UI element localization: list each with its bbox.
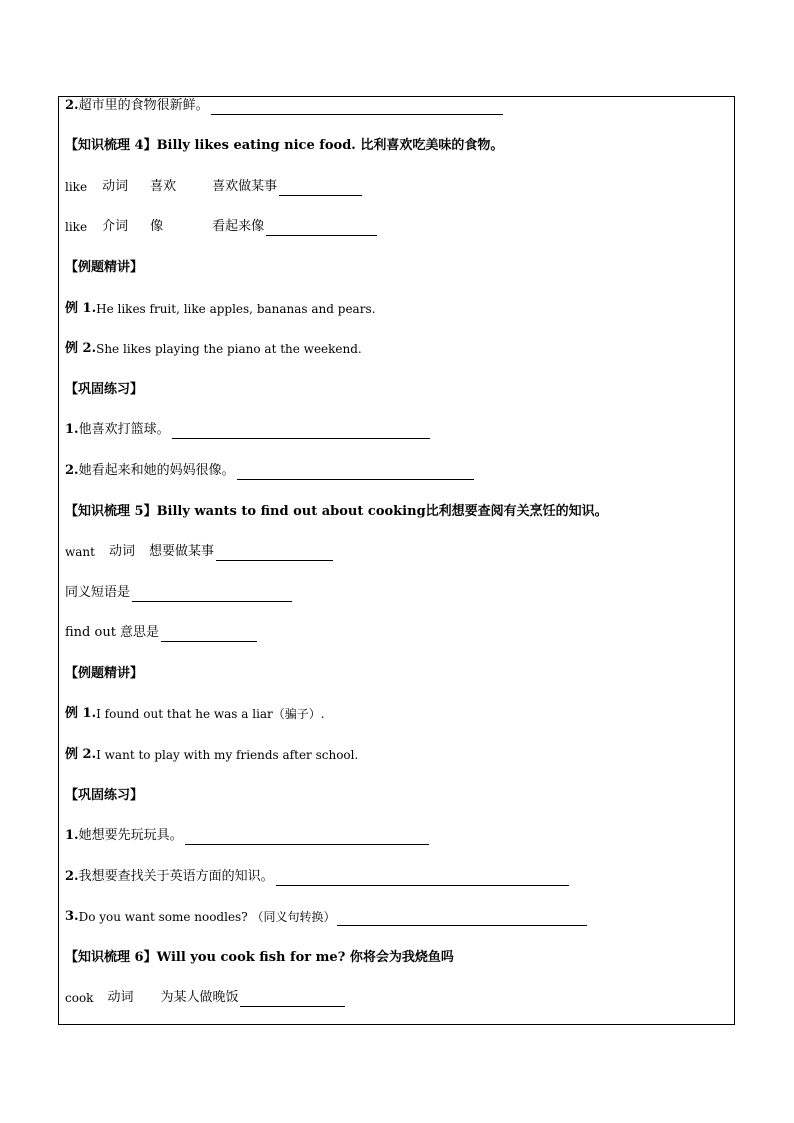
example-label: 例 2. (65, 341, 97, 356)
vocab-word: like (65, 220, 88, 234)
vocab-word: want (65, 545, 95, 559)
heading-text: 【巩固练习】 (65, 382, 144, 397)
section-heading (65, 503, 608, 521)
vocab-pos: 动词 (102, 179, 129, 194)
item-text: 她想要先玩玩具。 (78, 828, 183, 843)
example-label: 例 1. (65, 706, 97, 721)
vocab-pos: 介词 (102, 219, 129, 234)
section-heading (65, 787, 143, 805)
item-text: 他喜欢打篮球。 (78, 422, 170, 437)
vocab-phrase: 喜欢做某事 (212, 179, 278, 194)
vocab-meaning: 像 (150, 219, 164, 234)
item-text: 超市里的食物很新鲜。 (78, 98, 209, 113)
heading-text: 【例题精讲】 (65, 666, 144, 681)
answer-blank[interactable] (211, 101, 503, 115)
item-number: 2. (65, 463, 79, 478)
example-line (65, 340, 362, 358)
heading-text: 【知识梳理 5】Billy wants to find out about cooking比利想要查阅有关烹饪的知识。 (65, 504, 608, 519)
exercise-line (65, 421, 430, 439)
answer-blank[interactable] (240, 993, 345, 1007)
item-number: 2. (65, 98, 79, 113)
answer-blank[interactable] (161, 628, 257, 642)
vocab-line (65, 989, 345, 1007)
item-text: 同义短语是 (65, 585, 131, 600)
answer-blank[interactable] (276, 872, 569, 886)
exercise-line (65, 462, 474, 480)
section-heading (65, 381, 143, 399)
item-text: find out 意思是 (65, 625, 160, 640)
answer-blank[interactable] (185, 831, 429, 845)
item-text: 我想要查找关于英语方面的知识。 (78, 869, 274, 884)
example-label: 例 1. (65, 301, 97, 316)
answer-blank[interactable] (172, 425, 430, 439)
section-heading (65, 137, 503, 155)
vocab-pos: 动词 (108, 544, 135, 559)
section-heading (65, 949, 454, 967)
answer-blank[interactable] (337, 912, 587, 926)
item-text: Do you want some noodles? （同义句转换） (78, 910, 336, 924)
vocab-line (65, 543, 333, 561)
example-text: I want to play with my friends after school. (96, 748, 359, 762)
example-text: He likes fruit, like apples, bananas and pears. (96, 302, 376, 316)
vocab-phrase: 想要做某事 (149, 544, 215, 559)
heading-text: 【巩固练习】 (65, 788, 144, 803)
vocab-meaning: 喜欢 (150, 179, 177, 194)
answer-blank[interactable] (279, 182, 362, 196)
item-number: 2. (65, 869, 79, 884)
item-text: 她看起来和她的妈妈很像。 (78, 463, 235, 478)
heading-text: 【知识梳理 6】Will you cook fish for me? 你将会为我烧鱼吗 (65, 950, 454, 965)
exercise-line (65, 97, 503, 115)
example-line (65, 300, 375, 318)
example-text: I found out that he was a liar（骗子）. (96, 707, 325, 721)
vocab-word: cook (65, 991, 94, 1005)
heading-text: 【知识梳理 4】Billy likes eating nice food. 比利喜欢吃美味的食物。 (65, 138, 504, 153)
vocab-line (65, 178, 362, 196)
exercise-line (65, 868, 569, 886)
vocab-phrase: 看起来像 (212, 219, 265, 234)
example-text: She likes playing the piano at the weekend. (96, 342, 362, 356)
example-line (65, 705, 325, 723)
vocab-word: like (65, 180, 88, 194)
vocab-pos: 动词 (107, 990, 134, 1005)
answer-blank[interactable] (216, 547, 333, 561)
item-number: 1. (65, 422, 79, 437)
section-heading (65, 665, 143, 683)
example-line (65, 746, 358, 764)
section-heading (65, 259, 143, 277)
example-label: 例 2. (65, 747, 97, 762)
answer-blank[interactable] (132, 588, 292, 602)
vocab-phrase: 为某人做晚饭 (160, 990, 239, 1005)
exercise-line (65, 584, 292, 602)
exercise-line (65, 827, 429, 845)
answer-blank[interactable] (266, 222, 377, 236)
exercise-line (65, 908, 587, 926)
vocab-line (65, 218, 377, 236)
answer-blank[interactable] (237, 466, 474, 480)
item-number: 3. (65, 909, 79, 924)
exercise-line (65, 624, 257, 642)
item-number: 1. (65, 828, 79, 843)
heading-text: 【例题精讲】 (65, 260, 144, 275)
